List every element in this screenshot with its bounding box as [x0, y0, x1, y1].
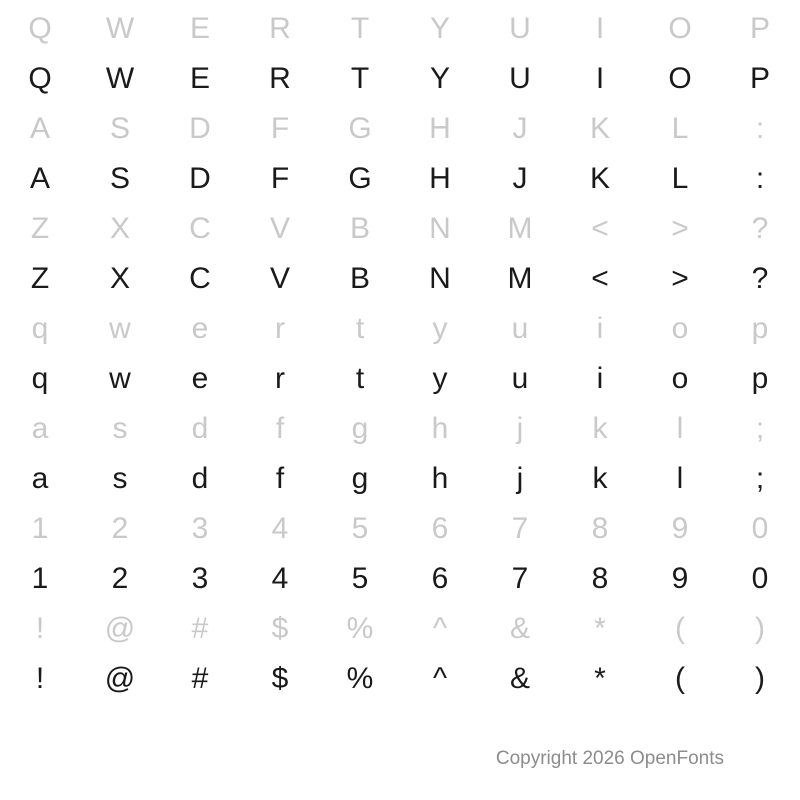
- glyph-cell: K: [589, 112, 610, 145]
- glyph-cell: ?: [751, 212, 769, 245]
- glyph-cell: :: [755, 112, 765, 145]
- glyph-cell: j: [516, 412, 524, 445]
- glyph-cell: ^: [432, 612, 448, 645]
- glyph-cell: r: [275, 312, 285, 345]
- glyph-cell: 8: [591, 562, 609, 595]
- glyph-row: [0, 254, 800, 304]
- glyph-cell: T: [350, 62, 370, 95]
- glyph-cell: (: [675, 662, 685, 695]
- glyph-cell: Y: [429, 12, 450, 45]
- glyph-cell: !: [35, 612, 45, 645]
- glyph-row: [0, 454, 800, 504]
- glyph-cell: 9: [671, 512, 689, 545]
- glyph-cell: M: [507, 262, 533, 295]
- glyph-cell: e: [191, 362, 209, 395]
- glyph-cell: s: [112, 462, 128, 495]
- glyph-cell: w: [109, 362, 131, 395]
- glyph-cell: j: [516, 462, 524, 495]
- glyph-cell: p: [751, 312, 769, 345]
- glyph-row: [0, 104, 800, 154]
- glyph-cell: E: [189, 12, 210, 45]
- glyph-cell: 8: [591, 512, 609, 545]
- glyph-cell: 3: [191, 512, 209, 545]
- glyph-cell: @: [104, 612, 136, 645]
- glyph-cell: G: [348, 162, 372, 195]
- glyph-cell: L: [671, 112, 689, 145]
- glyph-cell: *: [594, 612, 606, 645]
- glyph-cell: &: [509, 662, 530, 695]
- glyph-row: [0, 154, 800, 204]
- glyph-row: [0, 4, 800, 54]
- glyph-cell: &: [509, 612, 530, 645]
- glyph-cell: %: [346, 612, 374, 645]
- glyph-row: [0, 54, 800, 104]
- glyph-cell: y: [432, 362, 448, 395]
- glyph-cell: Q: [28, 62, 52, 95]
- glyph-cell: T: [350, 12, 370, 45]
- glyph-cell: A: [29, 162, 50, 195]
- glyph-cell: A: [29, 112, 50, 145]
- glyph-cell: q: [31, 312, 49, 345]
- glyph-cell: ^: [432, 662, 448, 695]
- glyph-cell: C: [189, 212, 211, 245]
- glyph-cell: U: [509, 12, 531, 45]
- glyph-cell: F: [270, 162, 290, 195]
- glyph-cell: U: [509, 62, 531, 95]
- glyph-cell: 1: [31, 562, 49, 595]
- glyph-cell: *: [594, 662, 606, 695]
- glyph-cell: 6: [431, 562, 449, 595]
- glyph-cell: 0: [751, 512, 769, 545]
- glyph-cell: o: [671, 312, 689, 345]
- glyph-cell: V: [269, 212, 290, 245]
- glyph-cell: u: [511, 362, 529, 395]
- glyph-cell: o: [671, 362, 689, 395]
- glyph-cell: 4: [271, 562, 289, 595]
- glyph-cell: G: [348, 112, 372, 145]
- glyph-cell: >: [671, 262, 689, 295]
- glyph-cell: 4: [271, 512, 289, 545]
- glyph-cell: ): [755, 662, 765, 695]
- glyph-cell: Q: [28, 12, 52, 45]
- glyph-cell: t: [355, 312, 365, 345]
- glyph-cell: t: [355, 362, 365, 395]
- glyph-cell: f: [275, 462, 285, 495]
- glyph-cell: 5: [351, 512, 369, 545]
- glyph-cell: V: [269, 262, 290, 295]
- glyph-cell: L: [671, 162, 689, 195]
- glyph-cell: S: [109, 112, 130, 145]
- copyright-notice: Copyright 2026 OpenFonts: [495, 748, 724, 769]
- glyph-cell: #: [191, 612, 209, 645]
- glyph-cell: !: [35, 662, 45, 695]
- glyph-cell: w: [109, 312, 131, 345]
- glyph-cell: D: [189, 162, 211, 195]
- glyph-cell: <: [591, 262, 609, 295]
- glyph-row: [0, 654, 800, 704]
- glyph-cell: C: [189, 262, 211, 295]
- glyph-cell: f: [275, 412, 285, 445]
- glyph-row: [0, 604, 800, 654]
- glyph-cell: J: [512, 162, 528, 195]
- glyph-cell: #: [191, 662, 209, 695]
- glyph-cell: 2: [111, 562, 129, 595]
- glyph-row: [0, 304, 800, 354]
- glyph-cell: N: [429, 212, 451, 245]
- glyph-cell: %: [346, 662, 374, 695]
- glyph-cell: O: [668, 12, 692, 45]
- glyph-cell: i: [596, 362, 604, 395]
- glyph-cell: 7: [511, 512, 529, 545]
- glyph-cell: 0: [751, 562, 769, 595]
- glyph-cell: ;: [755, 412, 765, 445]
- glyph-cell: 5: [351, 562, 369, 595]
- glyph-cell: a: [31, 412, 49, 445]
- glyph-cell: 1: [31, 512, 49, 545]
- glyph-cell: Y: [429, 62, 450, 95]
- glyph-cell: P: [749, 62, 770, 95]
- glyph-cell: a: [31, 462, 49, 495]
- glyph-cell: J: [512, 112, 528, 145]
- glyph-cell: X: [109, 212, 130, 245]
- glyph-cell: D: [189, 112, 211, 145]
- glyph-cell: ;: [755, 462, 765, 495]
- glyph-cell: e: [191, 312, 209, 345]
- glyph-cell: >: [671, 212, 689, 245]
- glyph-cell: H: [429, 112, 451, 145]
- glyph-cell: ?: [751, 262, 769, 295]
- glyph-cell: I: [595, 62, 605, 95]
- glyph-cell: ): [755, 612, 765, 645]
- glyph-cell: B: [349, 262, 370, 295]
- glyph-cell: $: [271, 662, 289, 695]
- glyph-cell: d: [191, 462, 209, 495]
- glyph-cell: h: [431, 412, 449, 445]
- glyph-cell: W: [105, 12, 135, 45]
- glyph-cell: 3: [191, 562, 209, 595]
- glyph-cell: <: [591, 212, 609, 245]
- glyph-cell: 7: [511, 562, 529, 595]
- glyph-cell: 2: [111, 512, 129, 545]
- glyph-cell: g: [351, 412, 369, 445]
- glyph-cell: u: [511, 312, 529, 345]
- glyph-row: [0, 404, 800, 454]
- glyph-cell: N: [429, 262, 451, 295]
- glyph-row: [0, 554, 800, 604]
- glyph-cell: r: [275, 362, 285, 395]
- glyph-cell: X: [109, 262, 130, 295]
- glyph-row: [0, 204, 800, 254]
- glyph-cell: s: [112, 412, 128, 445]
- glyph-cell: d: [191, 412, 209, 445]
- glyph-row: [0, 354, 800, 404]
- glyph-cell: Z: [30, 212, 50, 245]
- glyph-cell: F: [270, 112, 290, 145]
- glyph-cell: O: [668, 62, 692, 95]
- glyph-cell: l: [676, 462, 684, 495]
- glyph-cell: 6: [431, 512, 449, 545]
- glyph-cell: R: [269, 62, 291, 95]
- glyph-cell: 9: [671, 562, 689, 595]
- glyph-row: [0, 504, 800, 554]
- glyph-cell: q: [31, 362, 49, 395]
- glyph-cell: I: [595, 12, 605, 45]
- glyph-cell: p: [751, 362, 769, 395]
- glyph-cell: (: [675, 612, 685, 645]
- glyph-cell: g: [351, 462, 369, 495]
- glyph-cell: H: [429, 162, 451, 195]
- glyph-cell: h: [431, 462, 449, 495]
- glyph-cell: k: [592, 462, 608, 495]
- glyph-cell: R: [269, 12, 291, 45]
- glyph-cell: P: [749, 12, 770, 45]
- glyph-cell: i: [596, 312, 604, 345]
- glyph-cell: B: [349, 212, 370, 245]
- glyph-cell: S: [109, 162, 130, 195]
- glyph-cell: M: [507, 212, 533, 245]
- glyph-cell: E: [189, 62, 210, 95]
- glyph-cell: W: [105, 62, 135, 95]
- glyph-cell: @: [104, 662, 136, 695]
- glyph-cell: :: [755, 162, 765, 195]
- glyph-cell: y: [432, 312, 448, 345]
- glyph-cell: K: [589, 162, 610, 195]
- glyph-cell: $: [271, 612, 289, 645]
- glyph-cell: k: [592, 412, 608, 445]
- glyph-cell: l: [676, 412, 684, 445]
- glyph-cell: Z: [30, 262, 50, 295]
